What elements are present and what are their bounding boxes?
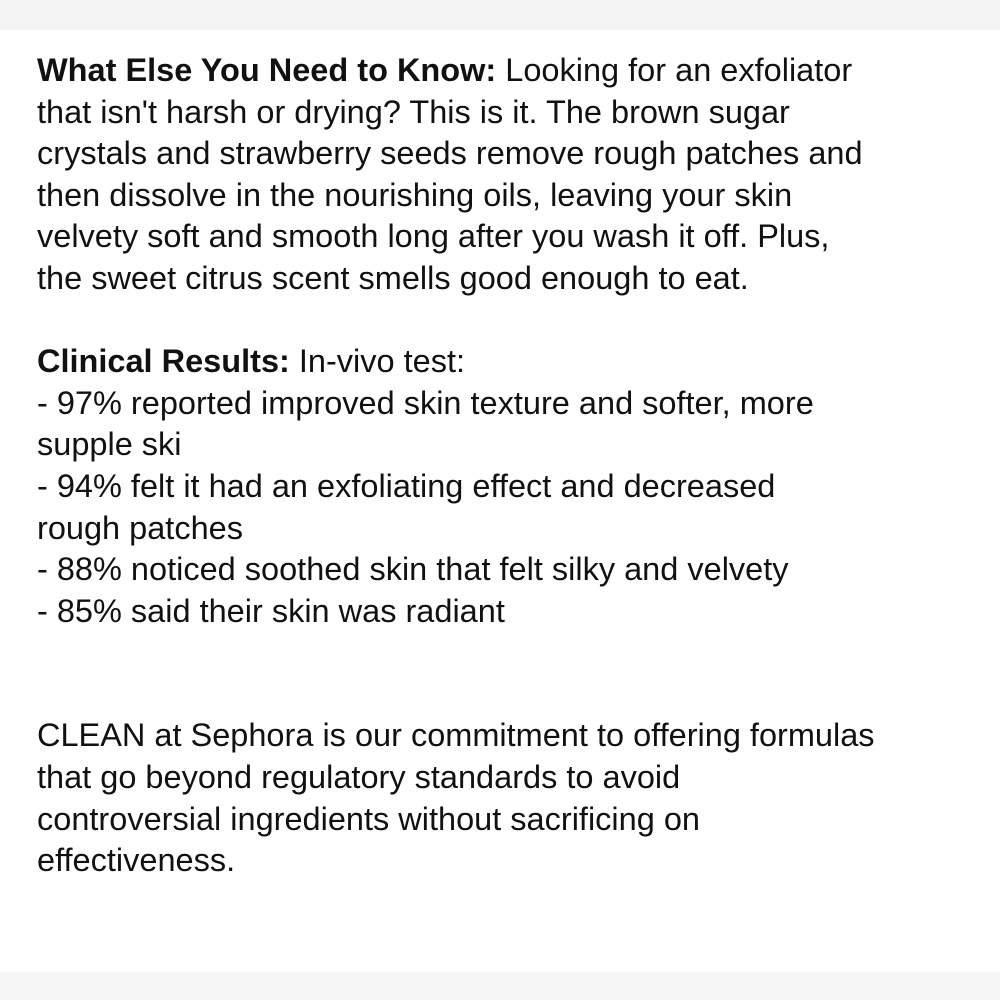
paragraph-gap	[37, 300, 977, 342]
clinical-results-paragraph	[37, 341, 977, 632]
what-else-first-text: Looking for an exfoliator	[505, 52, 853, 88]
paragraph-gap	[37, 632, 977, 715]
clean-line: that go beyond regulatory standards to avoid	[37, 758, 681, 795]
clean-line: effectiveness.	[37, 842, 236, 879]
clinical-result-line: - 97% reported improved skin texture and softer, more	[37, 384, 814, 421]
clean-at-sephora-paragraph	[37, 715, 977, 881]
clinical-result-line: - 85% said their skin was radiant	[37, 592, 505, 629]
top-band	[0, 0, 1000, 30]
clinical-first-text: In-vivo test:	[298, 343, 466, 380]
clinical-result-line: - 94% felt it had an exfoliating effect and decreased	[37, 467, 776, 504]
what-else-line: the sweet citrus scent smells good enough to eat.	[37, 259, 749, 296]
what-else-paragraph	[37, 50, 977, 300]
clinical-first-line	[37, 341, 977, 383]
clean-line: controversial ingredients without sacrificing on	[37, 800, 700, 837]
what-else-label: What Else You Need to Know:	[37, 52, 497, 88]
clinical-result-line: supple ski	[37, 426, 182, 463]
what-else-line: then dissolve in the nourishing oils, leaving your skin	[37, 176, 793, 213]
what-else-line: that isn't harsh or drying? This is it. The brown sugar	[37, 93, 790, 130]
clinical-result-line: - 88% noticed soothed skin that felt silky and velvety	[37, 551, 789, 588]
what-else-line: velvety soft and smooth long after you wash it off. Plus,	[37, 218, 830, 255]
what-else-first-line	[37, 50, 977, 92]
product-details-text	[37, 50, 977, 882]
clinical-results-label: Clinical Results:	[37, 343, 290, 380]
clinical-result-line: rough patches	[37, 509, 243, 546]
clean-line: CLEAN at Sephora is our commitment to offering formulas	[37, 717, 875, 754]
bottom-band	[0, 972, 1000, 1000]
what-else-line: crystals and strawberry seeds remove rough patches and	[37, 135, 863, 172]
